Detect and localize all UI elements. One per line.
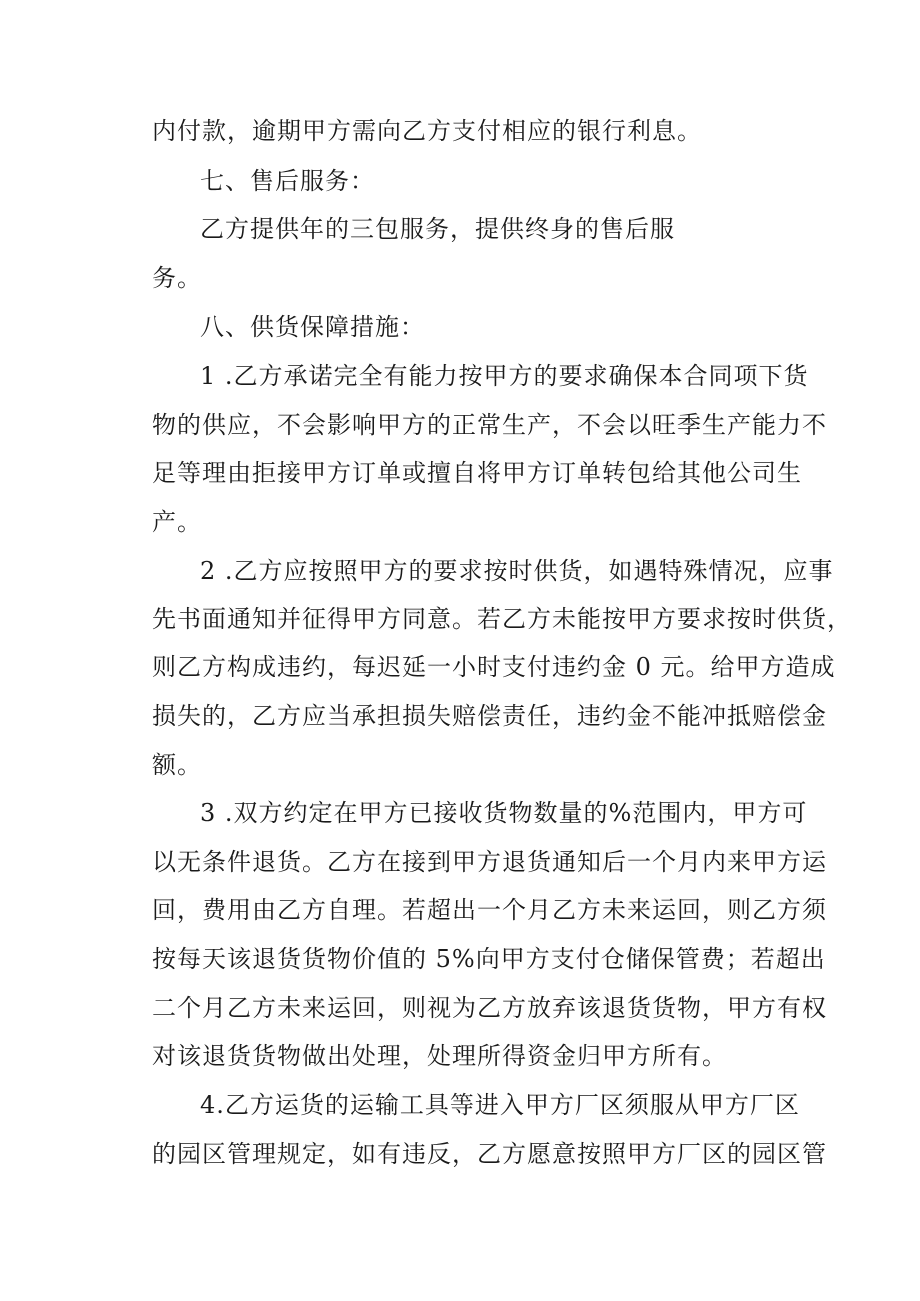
text-line-14: 额。 — [152, 751, 202, 779]
text-line-18: 按每天该退货货物价值的 5%向甲方支付仓储保管费；若超出 — [152, 945, 826, 973]
text-line-19: 二个月乙方未来运回，则视为乙方放弃该退货货物，甲方有权 — [152, 994, 827, 1022]
text-line-13: 损失的，乙方应当承担损失赔偿责任，违约金不能冲抵赔偿金 — [152, 702, 827, 730]
text-line-12: 则乙方构成违约，每迟延一小时支付违约金 0 元。给甲方造成 — [152, 653, 836, 681]
text-line-17: 回，费用由乙方自理。若超出一个月乙方未来运回，则乙方须 — [152, 896, 827, 924]
text-line-10: 2 .乙方应按照甲方的要求按时供货，如遇特殊情况，应事 — [200, 557, 834, 585]
text-line-22: 的园区管理规定，如有违反，乙方愿意按照甲方厂区的园区管 — [152, 1140, 827, 1168]
text-line-7: 物的供应，不会影响甲方的正常生产，不会以旺季生产能力不 — [152, 411, 827, 439]
text-line-11: 先书面通知并征得甲方同意。若乙方未能按甲方要求按时供货， — [152, 605, 852, 633]
text-line-8: 足等理由拒接甲方订单或擅自将甲方订单转包给其他公司生 — [152, 459, 802, 487]
text-line-16: 以无条件退货。乙方在接到甲方退货通知后一个月内来甲方运 — [152, 848, 827, 876]
section-heading-supply-guarantee: 八、供货保障措施： — [200, 313, 425, 341]
text-line-1: 内付款，逾期甲方需向乙方支付相应的银行利息。 — [152, 117, 702, 145]
text-line-6: 1 .乙方承诺完全有能力按甲方的要求确保本合同项下货 — [200, 362, 809, 390]
text-line-20: 对该退货货物做出处理，处理所得资金归甲方所有。 — [152, 1042, 727, 1070]
text-line-21: 4.乙方运货的运输工具等进入甲方厂区须服从甲方厂区 — [200, 1091, 800, 1119]
section-heading-after-sales: 七、售后服务： — [200, 167, 375, 195]
text-line-4: 务。 — [152, 264, 202, 292]
text-line-15: 3 .双方约定在甲方已接收货物数量的%范围内，甲方可 — [200, 799, 808, 827]
text-line-3: 乙方提供年的三包服务，提供终身的售后服 — [200, 215, 675, 243]
text-line-9: 产。 — [152, 508, 202, 536]
